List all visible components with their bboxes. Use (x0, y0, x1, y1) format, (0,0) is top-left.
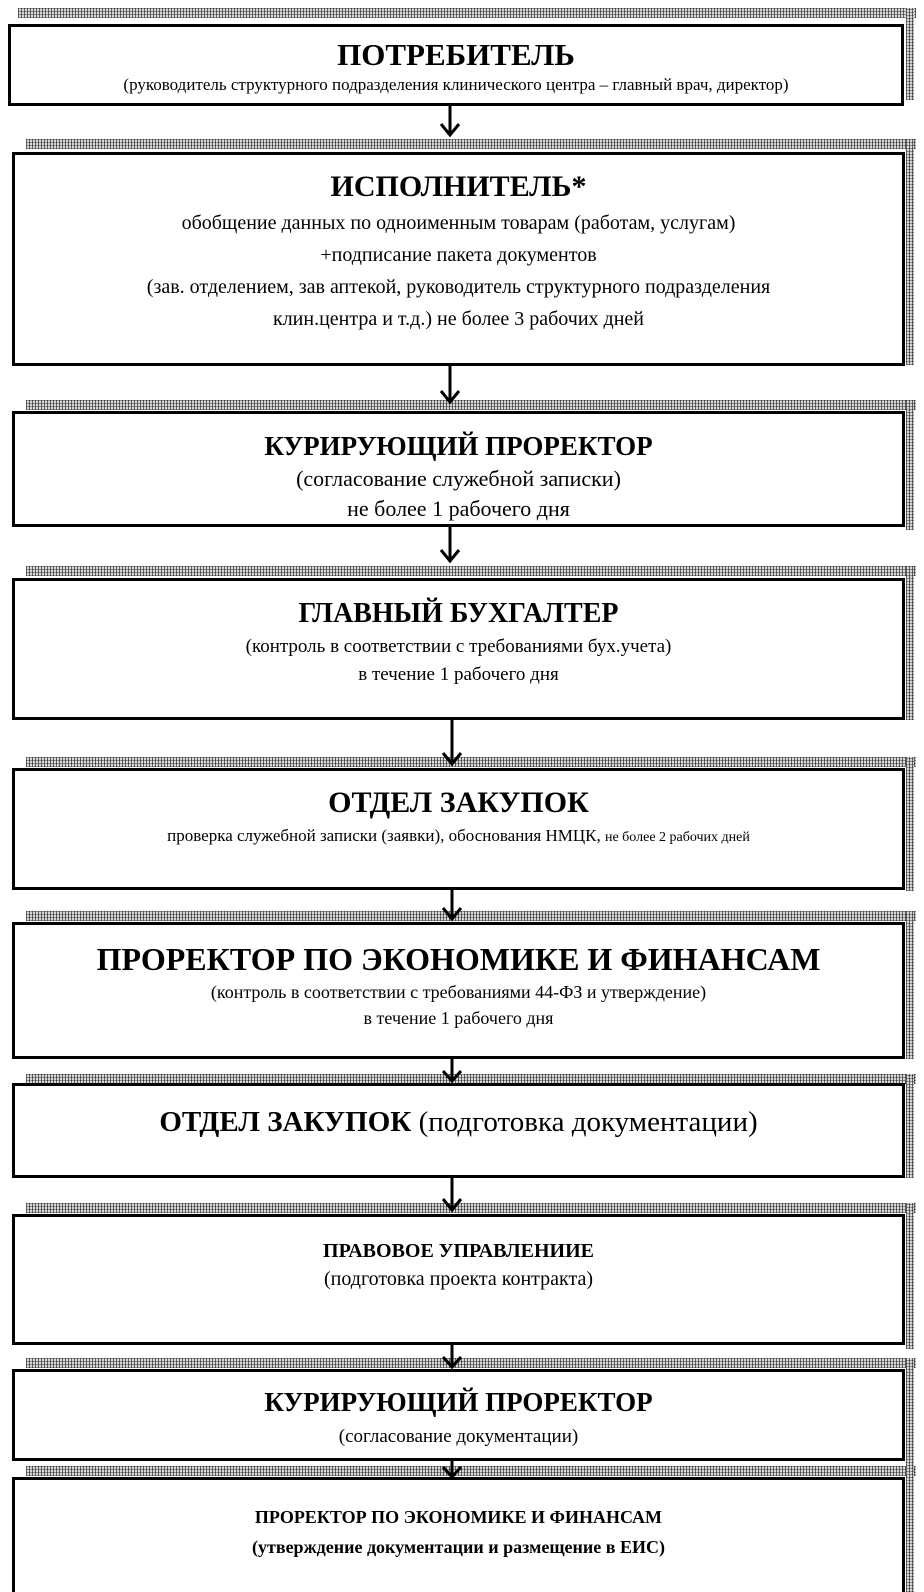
step-title: КУРИРУЮЩИЙ ПРОРЕКТОР (264, 431, 653, 461)
step-curating-vice-rector-docs (12, 1369, 905, 1461)
step-description: (подготовка проекта контракта) (324, 1268, 593, 1290)
box-shadow (26, 139, 916, 149)
step-description: проверка служебной записки (заявки), обоснования НМЦК, (167, 826, 601, 845)
box-shadow (906, 911, 914, 1059)
step-title: ПРОРЕКТОР ПО ЭКОНОМИКЕ И ФИНАНСАМ (96, 941, 821, 977)
step-executor (12, 152, 905, 366)
step-description: (согласование служебной записки) (296, 466, 621, 491)
step-description: обобщение данных по одноименным товарам (работам, услугам) (181, 212, 736, 234)
step-title: ПРАВОВОЕ УПРАВЛЕНИИЕ (323, 1240, 594, 1262)
step-description: не более 1 рабочего дня (347, 496, 570, 521)
step-title: ПОТРЕБИТЕЛЬ (337, 37, 575, 72)
step-procurement-docs (12, 1083, 905, 1178)
down-arrow-icon (440, 720, 464, 768)
box-shadow (906, 1358, 914, 1466)
box-shadow (906, 1203, 914, 1349)
box-shadow (906, 1074, 914, 1178)
box-shadow (906, 566, 914, 720)
step-description: (зав. отделением, зав аптекой, руководитель структурного подразделения (146, 276, 771, 298)
down-arrow-icon (438, 366, 462, 406)
box-shadow (26, 400, 916, 410)
step-chief-accountant (12, 578, 905, 720)
step-vice-rector-economics-publish (12, 1477, 905, 1592)
box-shadow (26, 1203, 916, 1213)
step-title-suffix: (подготовка документации) (418, 1106, 758, 1138)
box-shadow (906, 757, 914, 891)
step-description: (утверждение документации и размещение в ЕИС) (252, 1537, 665, 1557)
step-title: КУРИРУЮЩИЙ ПРОРЕКТОР (264, 1387, 653, 1417)
box-shadow (26, 911, 916, 921)
step-deadline: не более 2 рабочих дней (604, 830, 750, 845)
box-shadow (26, 566, 916, 576)
box-shadow (906, 8, 914, 100)
step-title: ОТДЕЛ ЗАКУПОК (328, 786, 589, 819)
step-title: ОТДЕЛ ЗАКУПОК (159, 1106, 412, 1138)
step-description: (руководитель структурного подразделения клинического центра – главный врач, директор) (123, 75, 789, 94)
step-procurement-check (12, 768, 905, 890)
box-shadow (906, 139, 914, 365)
box-shadow (26, 1358, 916, 1368)
step-description: (контроль в соответствии с требованиями бух.учета) (245, 636, 672, 657)
box-shadow (26, 1466, 916, 1476)
down-arrow-icon (440, 1345, 464, 1369)
step-legal-department (12, 1214, 905, 1345)
down-arrow-icon (440, 890, 464, 922)
down-arrow-icon (440, 1059, 464, 1083)
step-description: в течение 1 рабочего дня (358, 664, 559, 685)
box-shadow (906, 400, 914, 530)
down-arrow-icon (440, 1459, 464, 1479)
box-shadow (906, 1466, 914, 1592)
step-curating-vice-rector (12, 411, 905, 527)
step-description: (согласование документации) (338, 1426, 579, 1447)
step-description: +подписание пакета документов (320, 244, 597, 266)
step-description: клин.центра и т.д.) не более 3 рабочих дней (272, 308, 644, 330)
step-consumer (8, 24, 904, 106)
step-title: ИСПОЛНИТЕЛЬ* (330, 170, 587, 203)
step-description: (контроль в соответствии с требованиями 44-ФЗ и утверждение) (210, 982, 707, 1002)
down-arrow-icon (440, 1178, 464, 1214)
box-shadow (18, 8, 916, 18)
step-description: в течение 1 рабочего дня (363, 1008, 554, 1028)
down-arrow-icon (438, 527, 462, 565)
down-arrow-icon (438, 106, 462, 138)
step-vice-rector-economics (12, 922, 905, 1059)
box-shadow (26, 757, 916, 767)
step-title: ГЛАВНЫЙ БУХГАЛТЕР (298, 598, 619, 629)
step-title: ПРОРЕКТОР ПО ЭКОНОМИКЕ И ФИНАНСАМ (254, 1507, 663, 1527)
